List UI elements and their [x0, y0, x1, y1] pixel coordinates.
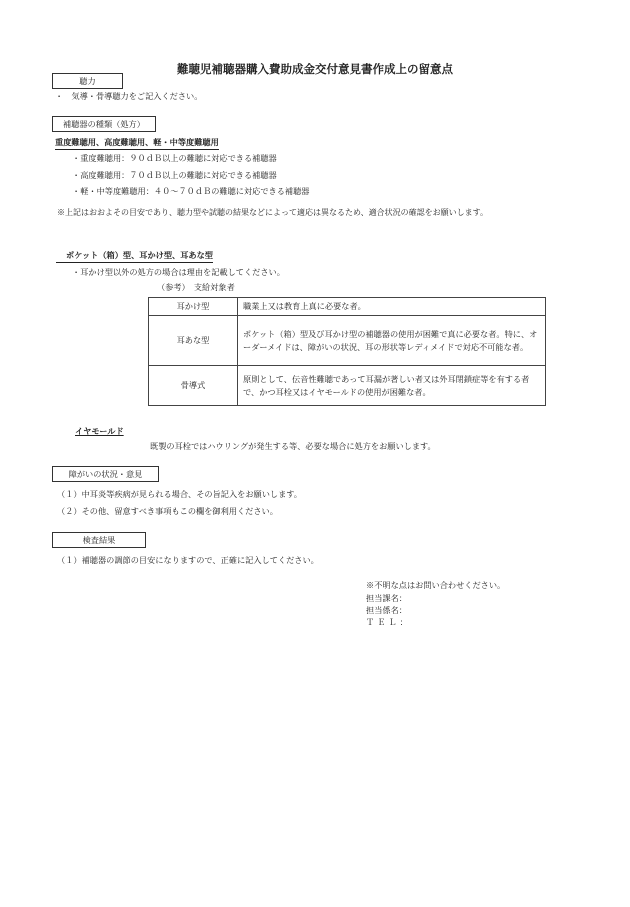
eligibility-table: [148, 297, 546, 406]
section-header-type: 補聴器の種類（処方）: [52, 116, 156, 132]
earmold-text: 既製の耳栓ではハウリングが発生する等、必要な場合に処方をお願いします。: [150, 441, 436, 451]
type-item-3: ・軽・中等度難聴用：４０～７０ｄＢの難聴に対応できる補聴器: [72, 186, 310, 196]
table-cell-text: 原則として、伝音性難聴であって耳漏が著しい者又は外耳閉鎖症等を有する者で、かつ耳栓又はイヤモールドの使用が困難な者。: [238, 366, 546, 406]
condition-item-2: （２）その他、留意すべき事項もこの欄を御利用ください。: [57, 506, 278, 516]
table-row: [149, 316, 546, 366]
contact-tel: ＴＥＬ：: [366, 617, 411, 627]
table-cell-text: ポケット（箱）型及び耳かけ型の補聴器の使用が困難で真に必要な者。特に、オーダーメイドは、障がいの状況、耳の形状等レディメイドで対応不可能な者。: [238, 316, 546, 366]
contact-note: ※不明な点はお問い合わせください。: [366, 580, 506, 590]
section-header-condition: 障がいの状況・意見: [52, 466, 159, 482]
section-header-exam: 検査結果: [52, 532, 146, 548]
type-item-1: ・重度難聴用：９０ｄＢ以上の難聴に対応できる補聴器: [72, 153, 277, 163]
pocket-item: ・耳かけ型以外の処方の場合は理由を記載してください。: [72, 267, 285, 277]
table-cell-label: 骨導式: [149, 366, 238, 406]
pocket-heading: ポケット（箱）型、耳かけ型、耳あな型: [56, 250, 213, 263]
contact-section: 担当課名：: [366, 593, 407, 603]
reference-label: （参考） 支給対象者: [157, 282, 235, 292]
type-item-2: ・高度難聴用：７０ｄＢ以上の難聴に対応できる補聴器: [72, 170, 277, 180]
type-subheading: 重度難聴用、高度難聴用、軽・中等度難聴用: [55, 137, 219, 150]
table-cell-label: 耳かけ型: [149, 298, 238, 316]
table-cell-label: 耳あな型: [149, 316, 238, 366]
section-header-hearing: 聴力: [52, 73, 123, 89]
table-cell-text: 職業上又は教育上真に必要な者。: [238, 298, 546, 316]
contact-staff: 担当係名：: [366, 605, 407, 615]
earmold-heading: イヤモールド: [75, 426, 124, 436]
hearing-item: ・ 気導・骨導聴力をご記入ください。: [55, 91, 203, 101]
table-row: [149, 366, 546, 406]
type-note: ※上記はおおよその目安であり、聴力型や試聴の結果などによって適応は異なるため、適合状況の確認をお願いします。: [57, 208, 489, 217]
page-title: 難聴児補聴器購入費助成金交付意見書作成上の留意点: [177, 62, 453, 76]
exam-item-1: （１）補聴器の調節の目安になりますので、正確に記入してください。: [57, 555, 319, 565]
table-row: [149, 298, 546, 316]
condition-item-1: （１）中耳炎等疾病が見られる場合、その旨記入をお願いします。: [57, 489, 302, 499]
